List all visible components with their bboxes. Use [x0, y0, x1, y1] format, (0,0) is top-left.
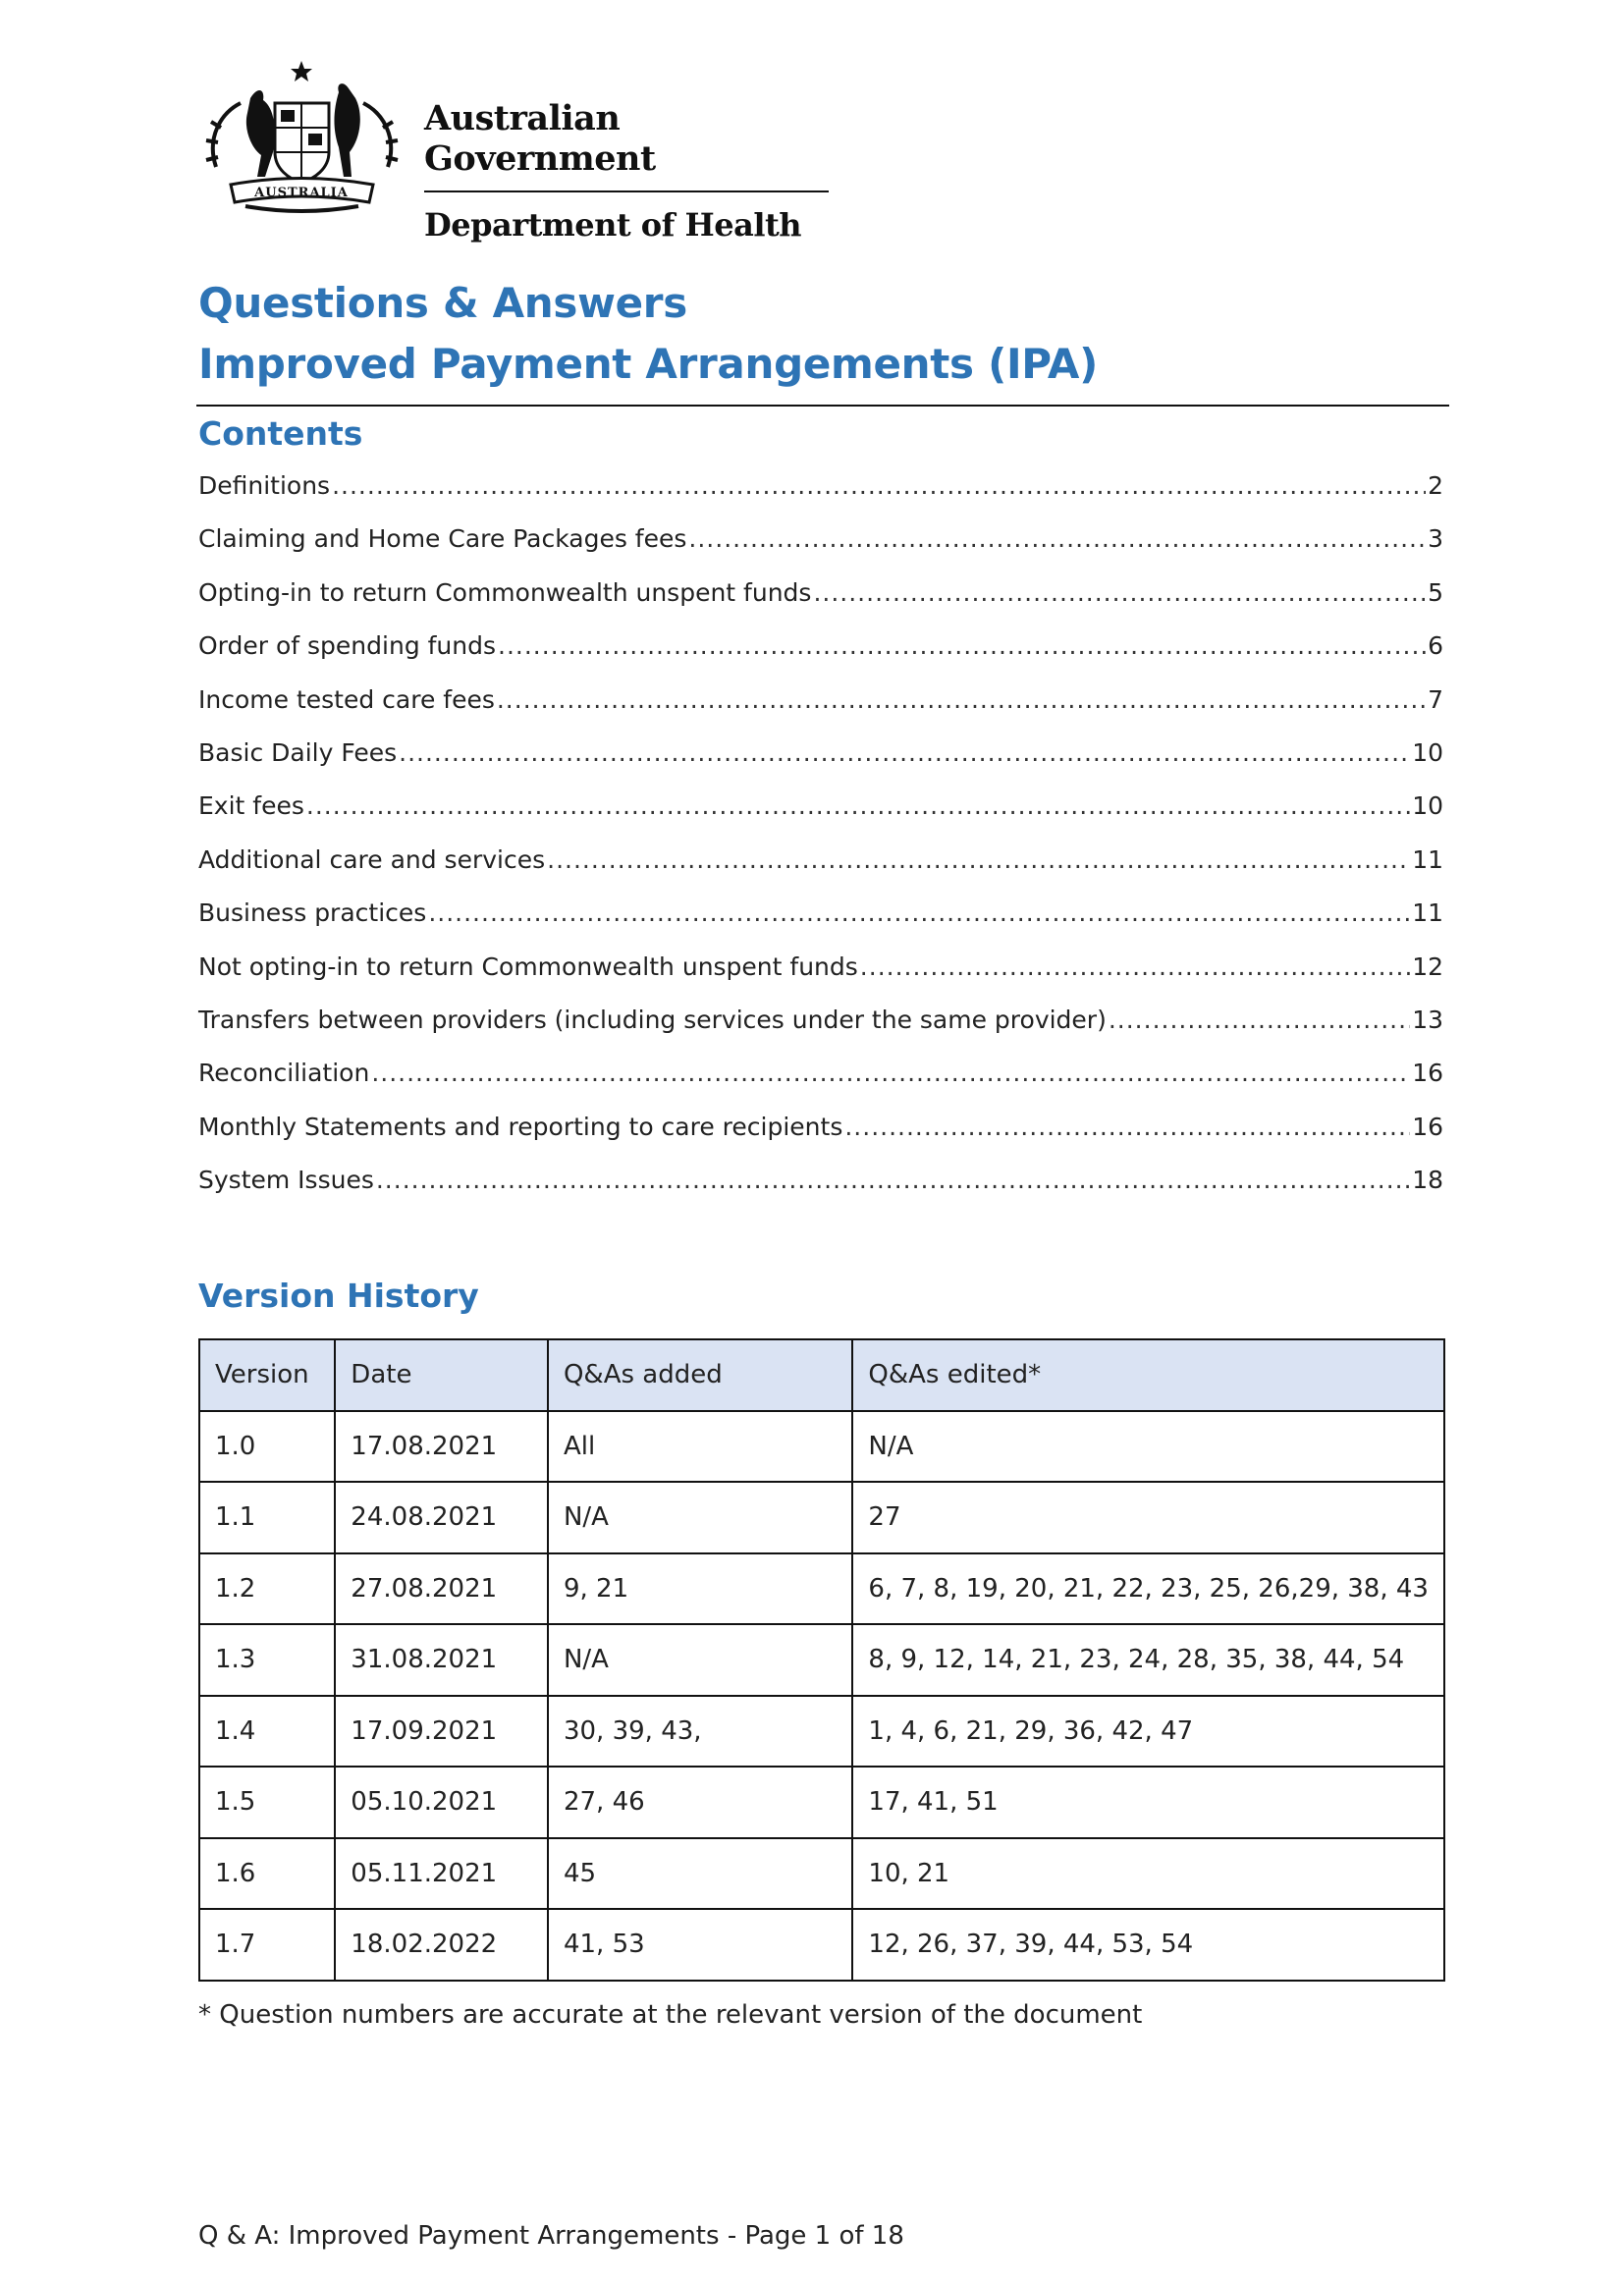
- toc-item[interactable]: [198, 1006, 1443, 1059]
- toc-leader-dots: [332, 471, 1426, 500]
- toc-leader-dots: [547, 845, 1410, 874]
- svg-text:AUSTRALIA: AUSTRALIA: [254, 186, 349, 200]
- cell-added: 30, 39, 43,: [548, 1696, 852, 1768]
- page-footer: Q & A: Improved Payment Arrangements - Page 1 of 18: [198, 2221, 904, 2251]
- document-header: [196, 59, 844, 244]
- table-footnote: * Question numbers are accurate at the relevant version of the document: [198, 2000, 1143, 2030]
- toc-item-page: 11: [1412, 844, 1443, 874]
- toc-item-page: 16: [1412, 1059, 1443, 1088]
- table-row: [199, 1767, 1444, 1838]
- toc-item-page: 5: [1428, 577, 1443, 607]
- toc-item-page: 2: [1428, 471, 1443, 500]
- toc-item-label: Additional care and services: [198, 844, 546, 874]
- cell-added: 27, 46: [548, 1767, 852, 1838]
- toc-item-label: Opting-in to return Commonwealth unspent funds: [198, 577, 812, 607]
- toc-item[interactable]: [198, 1113, 1443, 1166]
- toc-item-page: 16: [1412, 1112, 1443, 1141]
- toc-item-page: 13: [1412, 1005, 1443, 1034]
- toc-item-page: 7: [1428, 684, 1443, 714]
- cell-added: All: [548, 1411, 852, 1483]
- cell-date: 31.08.2021: [335, 1624, 548, 1696]
- toc-item[interactable]: [198, 791, 1443, 844]
- toc-item-label: Monthly Statements and reporting to care recipients: [198, 1112, 843, 1141]
- toc-item-page: 10: [1412, 791, 1443, 821]
- table-row: [199, 1838, 1444, 1910]
- toc-item[interactable]: [198, 631, 1443, 684]
- cell-added: 41, 53: [548, 1909, 852, 1981]
- department-name: Department of Health: [424, 206, 802, 244]
- toc-item-page: 10: [1412, 737, 1443, 767]
- column-header-added: Q&As added: [548, 1339, 852, 1411]
- toc-item-page: 6: [1428, 631, 1443, 661]
- column-header-edited: Q&As edited*: [852, 1339, 1444, 1411]
- table-row: [199, 1553, 1444, 1625]
- toc-leader-dots: [498, 631, 1426, 660]
- toc-item-label: Order of spending funds: [198, 631, 497, 661]
- table-header-row: [199, 1339, 1444, 1411]
- toc-item-page: 11: [1412, 898, 1443, 928]
- toc-item-label: Income tested care fees: [198, 684, 495, 714]
- cell-edited: 10, 21: [852, 1838, 1444, 1910]
- cell-date: 27.08.2021: [335, 1553, 548, 1625]
- table-row: [199, 1482, 1444, 1553]
- cell-version: 1.0: [199, 1411, 335, 1483]
- column-header-version: Version: [199, 1339, 335, 1411]
- cell-edited: 27: [852, 1482, 1444, 1553]
- toc-item-label: Claiming and Home Care Packages fees: [198, 524, 687, 554]
- title-divider: [196, 405, 1449, 407]
- table-row: [199, 1624, 1444, 1696]
- table-row: [199, 1696, 1444, 1768]
- government-branding: [424, 98, 837, 244]
- toc-leader-dots: [306, 791, 1410, 820]
- cell-date: 05.11.2021: [335, 1838, 548, 1910]
- cell-edited: 17, 41, 51: [852, 1767, 1444, 1838]
- toc-leader-dots: [399, 738, 1410, 767]
- toc-item-page: 3: [1428, 524, 1443, 554]
- cell-date: 24.08.2021: [335, 1482, 548, 1553]
- toc-leader-dots: [688, 524, 1426, 553]
- toc-item[interactable]: [198, 524, 1443, 577]
- toc-item-label: Exit fees: [198, 791, 304, 821]
- toc-item[interactable]: [198, 1166, 1443, 1219]
- toc-item[interactable]: [198, 578, 1443, 631]
- toc-leader-dots: [813, 578, 1426, 607]
- cell-edited: 12, 26, 37, 39, 44, 53, 54: [852, 1909, 1444, 1981]
- toc-leader-dots: [428, 898, 1410, 927]
- cell-edited: 6, 7, 8, 19, 20, 21, 22, 23, 25, 26,29, 38, 43: [852, 1553, 1444, 1625]
- table-row: [199, 1411, 1444, 1483]
- toc-item-label: Business practices: [198, 898, 427, 928]
- toc-leader-dots: [497, 685, 1426, 714]
- toc-item[interactable]: [198, 952, 1443, 1006]
- toc-item-page: 12: [1412, 952, 1443, 981]
- toc-item[interactable]: [198, 738, 1443, 791]
- column-header-date: Date: [335, 1339, 548, 1411]
- toc-leader-dots: [371, 1059, 1410, 1087]
- toc-leader-dots: [376, 1166, 1410, 1194]
- toc-item-label: System Issues: [198, 1166, 374, 1195]
- version-history-heading: Version History: [198, 1277, 479, 1315]
- toc-leader-dots: [860, 952, 1410, 981]
- toc-item[interactable]: [198, 1059, 1443, 1112]
- cell-version: 1.3: [199, 1624, 335, 1696]
- toc-item-label: Reconciliation: [198, 1059, 370, 1088]
- table-of-contents: [198, 471, 1443, 1219]
- cell-edited: N/A: [852, 1411, 1444, 1483]
- cell-edited: 1, 4, 6, 21, 29, 36, 42, 47: [852, 1696, 1444, 1768]
- document-title: [198, 273, 1445, 395]
- toc-leader-dots: [1109, 1006, 1410, 1034]
- toc-item-label: Basic Daily Fees: [198, 737, 398, 767]
- cell-version: 1.7: [199, 1909, 335, 1981]
- toc-item[interactable]: [198, 898, 1443, 952]
- cell-date: 05.10.2021: [335, 1767, 548, 1838]
- cell-version: 1.4: [199, 1696, 335, 1768]
- cell-date: 17.08.2021: [335, 1411, 548, 1483]
- toc-item[interactable]: [198, 471, 1443, 524]
- toc-item-label: Not opting-in to return Commonwealth unspent funds: [198, 952, 858, 981]
- title-line-1: Questions & Answers: [198, 279, 687, 327]
- toc-item-label: Transfers between providers (including services under the same provider): [198, 1005, 1107, 1034]
- cell-version: 1.6: [199, 1838, 335, 1910]
- toc-item-page: 18: [1412, 1166, 1443, 1195]
- cell-version: 1.1: [199, 1482, 335, 1553]
- government-name: Australian Government: [424, 98, 656, 179]
- toc-item[interactable]: [198, 845, 1443, 898]
- toc-leader-dots: [844, 1113, 1410, 1141]
- cell-date: 18.02.2022: [335, 1909, 548, 1981]
- cell-version: 1.5: [199, 1767, 335, 1838]
- toc-item[interactable]: [198, 685, 1443, 738]
- branding-divider: [424, 190, 829, 192]
- table-row: [199, 1909, 1444, 1981]
- cell-added: 45: [548, 1838, 852, 1910]
- cell-added: N/A: [548, 1482, 852, 1553]
- title-line-2: Improved Payment Arrangements (IPA): [198, 340, 1099, 388]
- version-history-table: [198, 1338, 1445, 1982]
- toc-item-label: Definitions: [198, 471, 331, 500]
- cell-edited: 8, 9, 12, 14, 21, 23, 24, 28, 35, 38, 44, 54: [852, 1624, 1444, 1696]
- cell-version: 1.2: [199, 1553, 335, 1625]
- cell-added: N/A: [548, 1624, 852, 1696]
- contents-heading: Contents: [198, 414, 363, 453]
- cell-added: 9, 21: [548, 1553, 852, 1625]
- cell-date: 17.09.2021: [335, 1696, 548, 1768]
- coat-of-arms-icon: [196, 59, 407, 221]
